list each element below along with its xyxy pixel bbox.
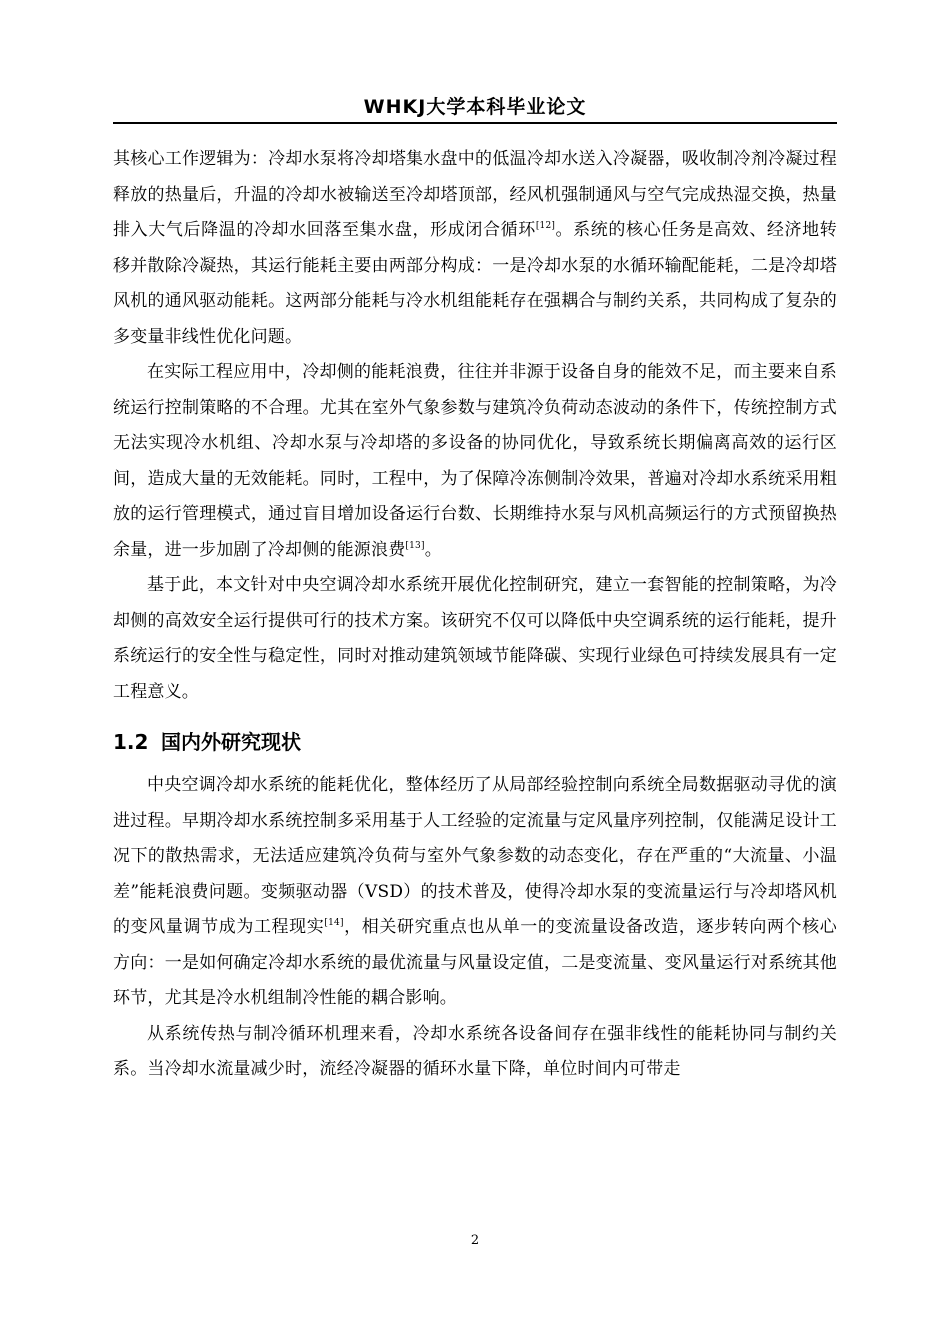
paragraph-text: ，相关研究重点也从单一的变流量设备改造，逐步转向两个核心方向：一是如何确定冷却水系统的最优流量与风量设定值，二是变流量、变风量运行对系统其他环节，尤其是冷水机组制冷性能的耦合影响。 (113, 917, 837, 1008)
paragraph-5 (113, 1017, 837, 1088)
paragraph-text: 中央空调冷却水系统的能耗优化，整体经历了从局部经验控制向系统全局数据驱动寻优的演进过程。早期冷却水系统控制多采用基于人工经验的定流量与定风量序列控制，仅能满足设计工况下的散热需求，无法适应建筑冷负荷与室外气象参数的动态变化，存在严重的“大流量、小温差”能耗浪费问题。变频驱动器（VSD）的技术普及，使得冷却水泵的变流量运行与冷却塔风机的变风量调节成为工程现实 (113, 775, 837, 937)
paragraph-text: 。系统的核心任务是高效、经济地转移并散除冷凝热，其运行能耗主要由两部分构成：一是冷却水泵的水循环输配能耗，二是冷却塔风机的通风驱动能耗。这两部分能耗与冷水机组能耗存在强耦合与制约关系，共同构成了复杂的多变量非线性优化问题。 (113, 220, 837, 347)
citation: [12] (535, 221, 556, 231)
paragraph-1 (113, 142, 837, 355)
section-heading (113, 728, 837, 756)
paragraph-2 (113, 355, 837, 568)
section-title: 国内外研究现状 (161, 730, 301, 754)
paragraph-4 (113, 768, 837, 1017)
page-number: 2 (470, 1233, 480, 1248)
paragraph-text: 基于此，本文针对中央空调冷却水系统开展优化控制研究，建立一套智能的控制策略，为冷却侧的高效安全运行提供可行的技术方案。该研究不仅可以降低中央空调系统的运行能耗，提升系统运行的安全性与稳定性，同时对推动建筑领域节能降碳、实现行业绿色可持续发展具有一定工程意义。 (113, 575, 837, 702)
paragraph-text: 在实际工程应用中，冷却侧的能耗浪费，往往并非源于设备自身的能效不足，而主要来自系统运行控制策略的不合理。尤其在室外气象参数与建筑冷负荷动态波动的条件下，传统控制方式无法实现冷水机组、冷却水泵与冷却塔的多设备的协同优化，导致系统长期偏离高效的运行区间，造成大量的无效能耗。同时，工程中，为了保障冷冻侧制冷效果，普遍对冷却水系统采用粗放的运行管理模式，通过盲目增加设备运行台数、长期维持水泵与风机高频运行的方式预留换热余量，进一步加剧了冷却侧的能源浪费 (113, 362, 837, 560)
body-text (113, 142, 837, 1088)
running-header: WHKJ大学本科毕业论文 (363, 96, 587, 118)
citation: [13] (405, 540, 425, 551)
paragraph-text: 其核心工作逻辑为：冷却水泵将冷却塔集水盘中的低温冷却水送入冷凝器，吸收制冷剂冷凝过程释放的热量后，升温的冷却水被输送至冷却塔顶部，经风机强制通风与空气完成热湿交换，热量排入大气后降温的冷却水回落至集水盘，形成闭合循环 (113, 149, 837, 240)
paragraph-3 (113, 568, 837, 710)
paragraph-text: 。 (424, 539, 442, 560)
citation: [14] (324, 918, 344, 928)
section-number: 1.2 (113, 730, 149, 754)
paragraph-text: 从系统传热与制冷循环机理来看，冷却水系统各设备间存在强非线性的能耗协同与制约关系。当冷却水流量减少时，流经冷凝器的循环水量下降，单位时间内可带走 (113, 1023, 837, 1079)
header-rule (113, 122, 837, 124)
